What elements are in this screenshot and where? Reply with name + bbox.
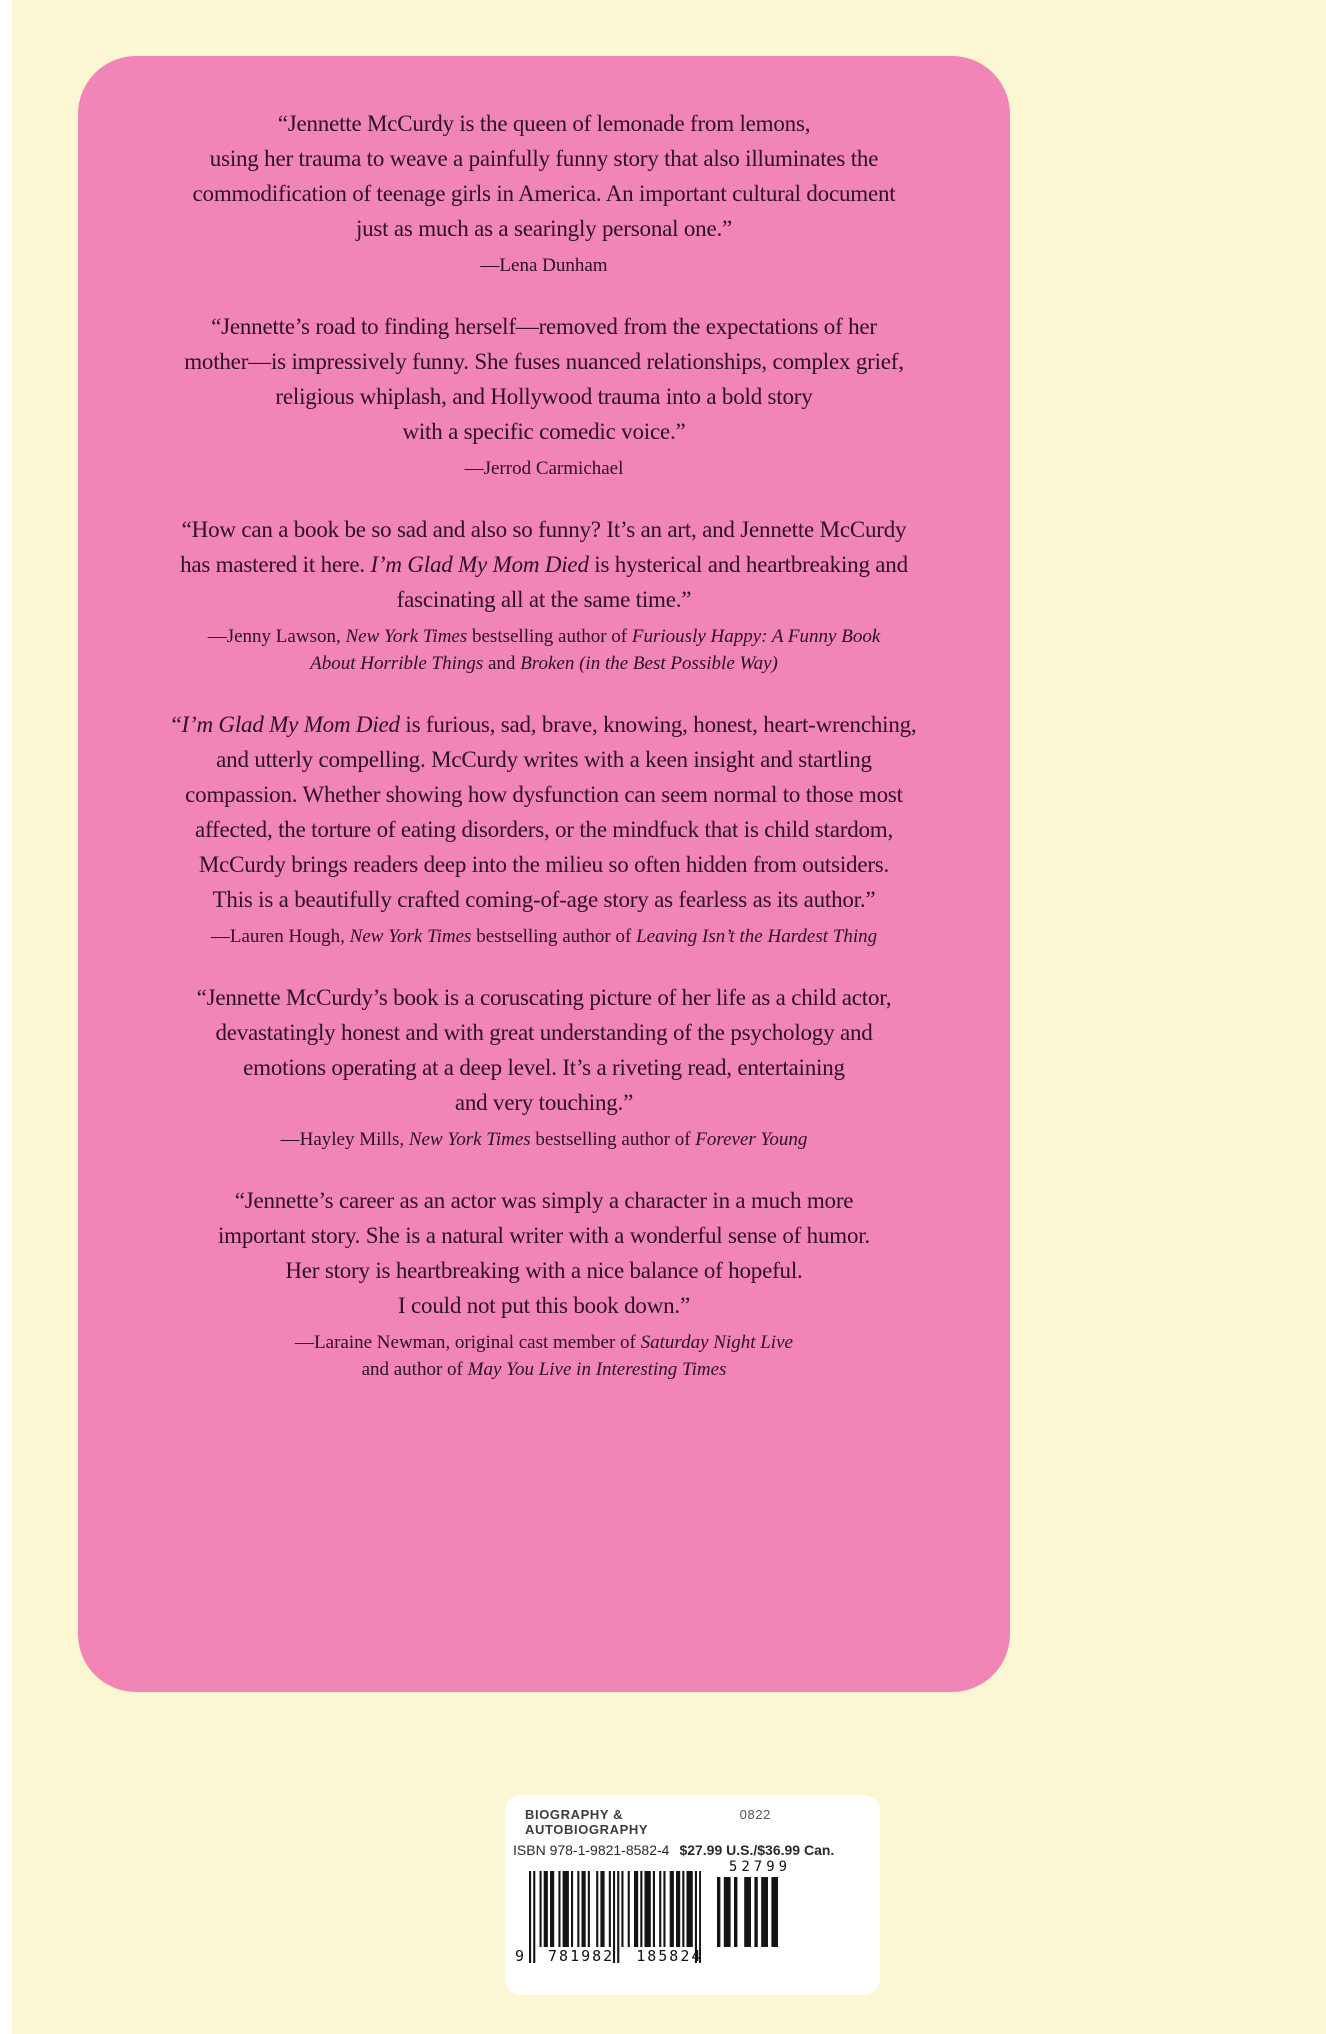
print-code: 0822 [739, 1807, 771, 1822]
barcode-box [505, 1795, 880, 1995]
quotes-list [78, 56, 1010, 1383]
quote-line: mother—is impressively funny. She fuses nuanced relationships, complex grief, [184, 349, 904, 374]
quote-line: McCurdy brings readers deep into the milieu so often hidden from outsiders. [198, 852, 890, 877]
quote-line: using her trauma to weave a painfully funny story that also illuminates the [209, 146, 879, 171]
quote-block [90, 309, 998, 482]
category-row [505, 1795, 880, 1837]
quote-block [90, 1183, 998, 1383]
isbn-row [505, 1837, 880, 1858]
quote-line: with a specific comedic voice.” [402, 419, 686, 444]
ean-digits [515, 1947, 729, 1965]
addon-barcode-bars [717, 1877, 778, 1947]
addon-barcode [717, 1859, 803, 1947]
ean-barcode [515, 1871, 729, 1965]
attr-line: —Lauren Hough, New York Times bestselling author of Leaving Isn’t the Hardest Thing [210, 926, 878, 947]
quote-line: commodification of teenage girls in America. An important cultural document [192, 181, 896, 206]
quote-line: and very touching.” [454, 1090, 634, 1115]
quote-block [90, 106, 998, 279]
quote-line: “I’m Glad My Mom Died is furious, sad, brave, knowing, honest, heart-wrenching, [171, 712, 917, 737]
quote-attribution [90, 923, 998, 950]
quote-line: “How can a book be so sad and also so funny? It’s an art, and Jennette McCurdy [181, 517, 907, 542]
quote-line: just as much as a searingly personal one.” [355, 216, 733, 241]
quote-line: “Jennette’s road to finding herself—removed from the expectations of her [211, 314, 877, 339]
quote-line: “Jennette McCurdy’s book is a coruscating picture of her life as a child actor, [196, 985, 892, 1010]
attr-line: and author of May You Live in Interesting Times [361, 1359, 727, 1380]
ean-digit-first: 9 [515, 1947, 527, 1965]
attr-line: —Jenny Lawson, New York Times bestselling author of Furiously Happy: A Funny Book [207, 626, 881, 647]
attr-line: —Laraine Newman, original cast member of Saturday Night Live [295, 1332, 793, 1353]
quote-line: affected, the torture of eating disorders, or the mindfuck that is child stardom, [194, 817, 894, 842]
addon-digits: 52799 [728, 1859, 792, 1875]
quote-line: and utterly compelling. McCurdy writes with a keen insight and startling [216, 747, 872, 772]
attr-line: About Horrible Things and Broken (in the Best Possible Way) [310, 653, 778, 674]
quote-line: devastatingly honest and with great understanding of the psychology and [215, 1020, 873, 1045]
quote-attribution [90, 252, 998, 279]
attr-line: —Jerrod Carmichael [464, 458, 624, 479]
quote-block [90, 512, 998, 677]
quote-line: “Jennette’s career as an actor was simply a character in a much more [234, 1188, 854, 1213]
price-label: $27.99 U.S./$36.99 Can. [679, 1842, 835, 1858]
quote-line: compassion. Whether showing how dysfunction can seem normal to those most [185, 782, 903, 807]
quote-attribution [90, 455, 998, 482]
quote-attribution [90, 623, 998, 677]
quote-line: religious whiplash, and Hollywood trauma into a bold story [275, 384, 813, 409]
back-cover-panel [78, 56, 1010, 1692]
quote-line: I could not put this book down.” [398, 1293, 690, 1318]
quote-block [90, 980, 998, 1153]
quote-line: “Jennette McCurdy is the queen of lemonade from lemons, [277, 111, 811, 136]
quote-line: fascinating all at the same time.” [396, 587, 692, 612]
quote-line: has mastered it here. I’m Glad My Mom Died is hysterical and heartbreaking and [180, 552, 908, 577]
attr-line: —Lena Dunham [480, 255, 608, 276]
quote-line: This is a beautifully crafted coming-of-age story as fearless as its author.” [212, 887, 876, 912]
isbn-label: ISBN 978-1-9821-8582-4 [513, 1842, 670, 1858]
quote-line: important story. She is a natural writer with a wonderful sense of humor. [217, 1223, 871, 1248]
quote-block [90, 707, 998, 950]
category-label: BIOGRAPHY & AUTOBIOGRAPHY [525, 1807, 649, 1837]
quote-line: emotions operating at a deep level. It’s a riveting read, entertaining [243, 1055, 845, 1080]
ean-digit-group1: 781982 [548, 1947, 615, 1965]
quote-attribution [90, 1126, 998, 1153]
ean-digit-group2: 185824 [636, 1947, 703, 1965]
page-edge-strip [0, 0, 12, 2034]
quote-line: Her story is heartbreaking with a nice balance of hopeful. [285, 1258, 803, 1283]
quote-attribution [90, 1329, 998, 1383]
attr-line: —Hayley Mills, New York Times bestselling author of Forever Young [280, 1129, 808, 1150]
